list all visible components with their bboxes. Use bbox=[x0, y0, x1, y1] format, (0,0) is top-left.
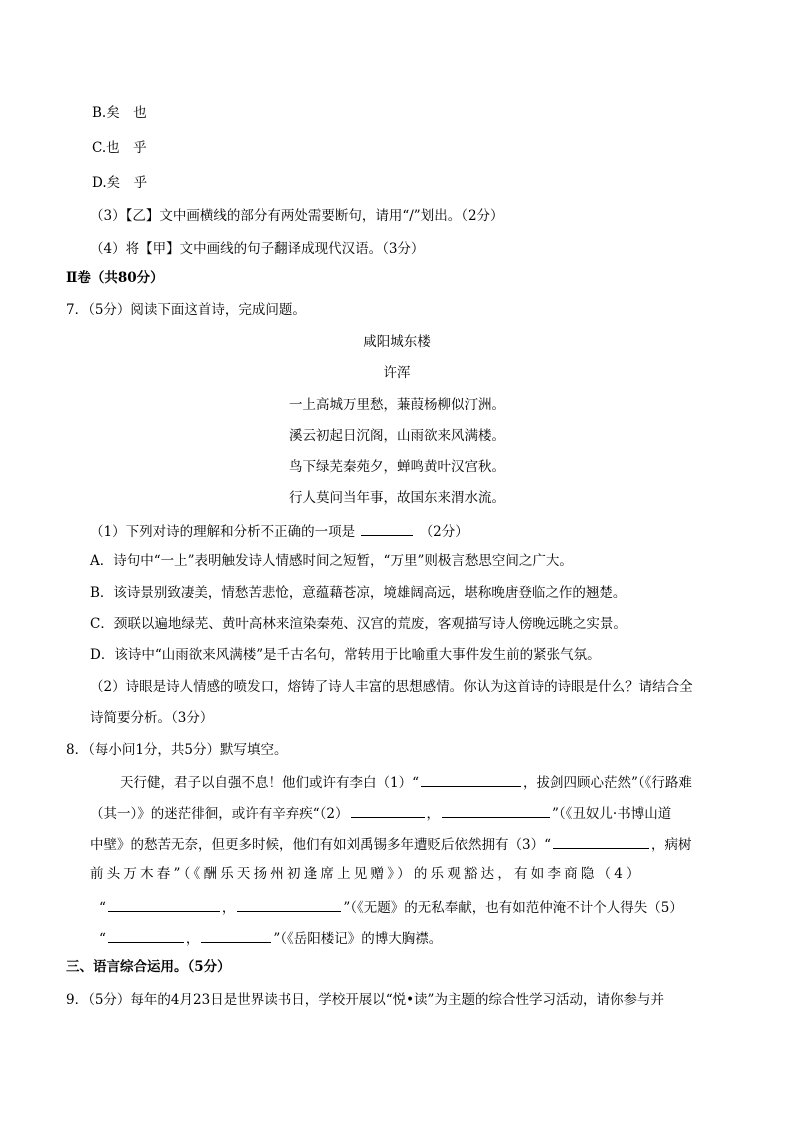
q8-text: ”（《岳阳楼记》的博大胸襟。 bbox=[273, 931, 443, 947]
choice-b: B．该诗景别致凄美，情愁苦悲怆，意蕴藉苍凉，境雄阔高远，堪称晚唐登临之作的翘楚。 bbox=[90, 585, 627, 601]
section-2-heading: Ⅱ卷（共80分） bbox=[66, 270, 164, 286]
option-b: B.矣 也 bbox=[92, 105, 147, 121]
q7-stem: 7．（5分）阅读下面这首诗，完成问题。 bbox=[66, 302, 306, 318]
q8-line1 bbox=[120, 772, 692, 792]
q6-sub4: （4）将【甲】文中画线的句子翻译成现代汉语。（3分） bbox=[90, 241, 425, 257]
answer-blank[interactable] bbox=[553, 834, 649, 849]
answer-blank[interactable] bbox=[361, 521, 413, 536]
choice-a: A．诗句中“一上”表明触发诗人情感时间之短暂，“万里”则极言愁思空间之广大。 bbox=[90, 553, 573, 569]
q8-text: 中壁》的愁苦无奈，但更多时候，他们有如刘禹锡多年遭贬后依然拥有（3）“ bbox=[90, 837, 551, 853]
answer-blank[interactable] bbox=[201, 928, 271, 943]
poem-author: 许浑 bbox=[383, 365, 411, 381]
q7-sub1 bbox=[90, 521, 469, 541]
q8-line6 bbox=[99, 928, 442, 948]
poem-line: 溪云初起日沉阁，山雨欲来风满楼。 bbox=[289, 428, 505, 444]
q7-sub2-line2: 诗简要分析。（3分） bbox=[90, 710, 214, 726]
poem-line: 鸟下绿芜秦苑夕，蝉鸣黄叶汉宫秋。 bbox=[289, 459, 505, 475]
option-d: D.矣 乎 bbox=[92, 175, 148, 191]
q8-text: ，病树 bbox=[651, 837, 692, 853]
q8-line3 bbox=[90, 834, 692, 854]
answer-blank[interactable] bbox=[108, 928, 184, 943]
q8-text: ， bbox=[221, 900, 236, 916]
q7-sub2-line1: （2）诗眼是诗人情感的喷发口，熔铸了诗人丰富的思想感情。你认为这首诗的诗眼是什么？请结合全 bbox=[90, 679, 693, 695]
q8-text: （其一）》的迷茫徘徊，或许有辛弃疾“（2） bbox=[90, 806, 349, 822]
q7-sub1-score: （2分） bbox=[419, 524, 469, 540]
answer-blank[interactable] bbox=[351, 803, 425, 818]
choice-d: D．该诗中“山雨欲来风满楼”是千古名句，常转用于比喻重大事件发生前的紧张气氛。 bbox=[90, 647, 601, 663]
q8-line4: 前头万木春”（《酬乐天扬州初逢席上见赠》）的乐观豁达，有如李商隐（4） bbox=[90, 866, 643, 882]
q8-text: “ bbox=[99, 931, 106, 947]
answer-blank[interactable] bbox=[237, 897, 341, 912]
q8-text: ”（《无题》的无私奉献，也有如范仲淹不计个人得失（5） bbox=[343, 900, 683, 916]
q8-text: ”（《丑奴儿·书博山道 bbox=[552, 806, 672, 822]
q7-sub1-text: （1）下列对诗的理解和分析不正确的一项是 bbox=[90, 524, 356, 540]
poem-title: 咸阳城东楼 bbox=[363, 334, 431, 350]
poem-line: 行人莫问当年事，故国东来渭水流。 bbox=[289, 490, 505, 506]
choice-c: C．颈联以遍地绿芜、黄叶高林来渲染秦苑、汉宫的荒废，客观描写诗人傍晚远眺之实景。 bbox=[90, 616, 627, 632]
answer-blank[interactable] bbox=[421, 772, 521, 787]
q8-line2 bbox=[90, 803, 671, 823]
q8-text: “ bbox=[99, 900, 106, 916]
q8-text: ，拔剑四顾心茫然”（《行路难 bbox=[523, 775, 692, 791]
answer-blank[interactable] bbox=[108, 897, 220, 912]
answer-blank[interactable] bbox=[442, 803, 550, 818]
q8-text: 天行健，君子以自强不息！他们或许有李白（1）“ bbox=[120, 775, 419, 791]
q9-stem: 9．（5分）每年的4月23日是世界读书日，学校开展以“悦•读”为主题的综合性学习活动，请你参与并 bbox=[66, 992, 664, 1008]
q8-text: ， bbox=[426, 806, 440, 822]
option-c: C.也 乎 bbox=[92, 140, 147, 156]
poem-line: 一上高城万里愁，蒹葭杨柳似汀洲。 bbox=[289, 397, 505, 413]
q8-stem: 8．（每小问1分，共5分）默写填空。 bbox=[66, 742, 288, 758]
q8-text: ， bbox=[185, 931, 200, 947]
section-3-heading: 三、语言综合运用。（5分） bbox=[66, 959, 231, 975]
q6-sub3: （3）【乙】文中画横线的部分有两处需要断句，请用“/”划出。（2分） bbox=[90, 208, 504, 224]
q8-line5 bbox=[99, 897, 683, 917]
